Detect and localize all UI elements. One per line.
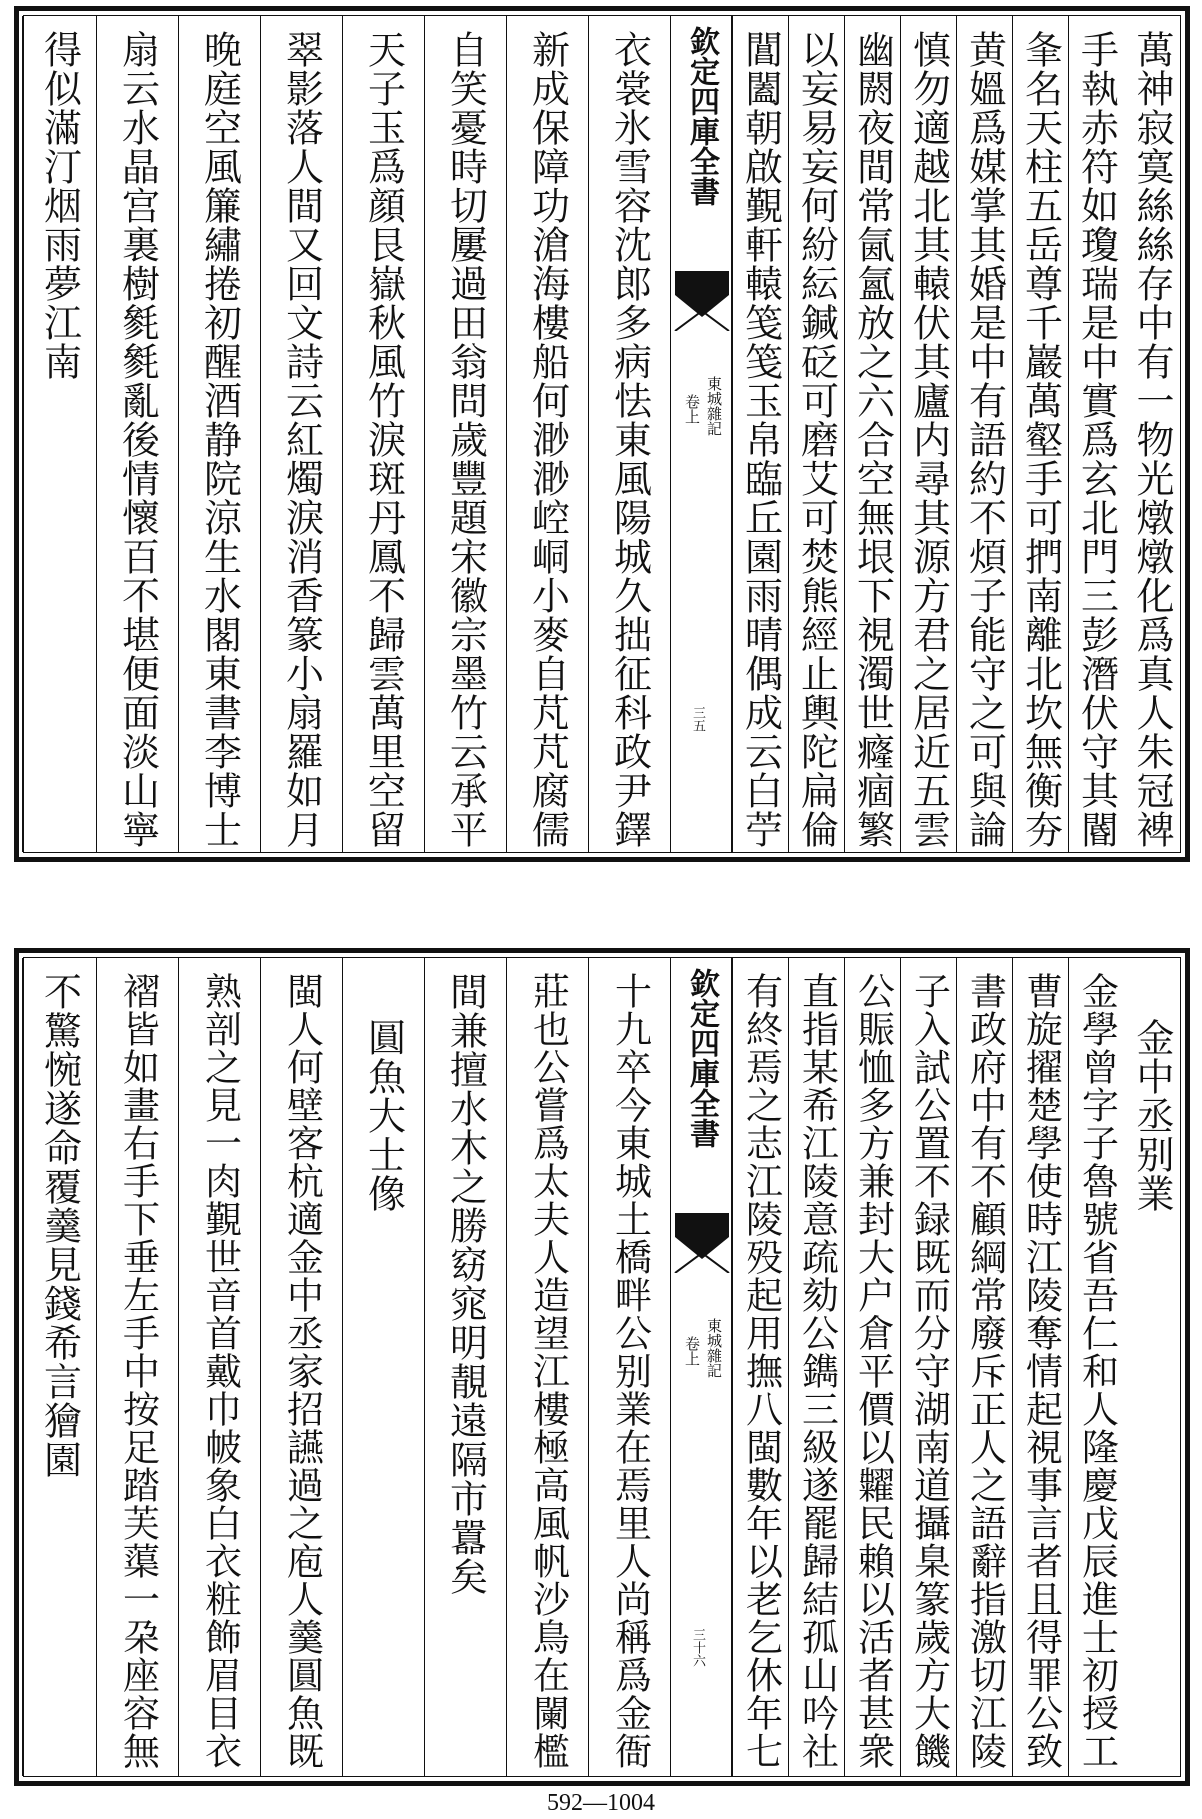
column-text: 以妄易妄何紛紜鍼砭可磨艾可焚熊經止輿陀扁倫: [794, 30, 839, 849]
column-text: 自笑憂時切屢過田翁問歲豐題宋徽宗墨竹云承平: [443, 30, 488, 849]
column-text: 十九卒今東城土橋畔公别業在焉里人尚稱爲金衙: [608, 972, 652, 1770]
column-text: 衣裳氷雪容沈郎多病怯東風陽城久拙征科政尹鐸: [607, 30, 652, 849]
text-column: [424, 16, 506, 852]
text-column: [900, 958, 956, 1776]
bottom-page: [14, 948, 1190, 1786]
column-text: 夆名天柱五岳尊千巖萬壑手可捫南離北坎無衡夯: [1018, 30, 1063, 849]
top-page: [14, 6, 1190, 862]
column-text: 黄媼爲媒掌其婚是中有語約不煩子能守之可與論: [962, 30, 1007, 849]
column-text: 翠影落人間又回文詩云紅燭淚消香篆小扇羅如月: [279, 30, 324, 849]
column-text: 閶闔朝啟覲軒轅笺笺玉帛臨丘園雨晴偶成云白苧: [738, 30, 783, 849]
text-column: [1068, 958, 1124, 1776]
column-text: 金學曾字子魯號省吾仁和人隆慶戊辰進士初授工: [1075, 972, 1119, 1770]
spine-volume: 卷上: [683, 394, 701, 424]
column-text: 莊也公嘗爲太夫人造望江樓極高風帆沙鳥在闌檻: [526, 972, 570, 1770]
fish-tail-mark-icon: [671, 1213, 733, 1273]
text-column: [844, 16, 900, 852]
spine-book-title: 東城雜記: [705, 1318, 723, 1378]
column-text: 手執赤符如瓊瑞是中實爲玄北門三彭潛伏守其閽: [1074, 30, 1119, 849]
text-column: [260, 958, 342, 1776]
text-column: [1068, 16, 1124, 852]
column-text: 不驚惋遂命覆羹見錢希言獪園: [37, 972, 82, 1479]
text-column: [956, 958, 1012, 1776]
text-column: [788, 16, 844, 852]
text-column: [1012, 958, 1068, 1776]
text-column: [178, 16, 260, 852]
text-column: [1124, 958, 1180, 1776]
text-column: [178, 958, 260, 1776]
text-column: [96, 958, 178, 1776]
text-column: [588, 16, 670, 852]
column-text: 曹旋擢楚學使時江陵奪情起視事言者且得罪公致: [1019, 972, 1063, 1770]
text-column: [22, 958, 96, 1776]
spine-volume: 卷上: [683, 1336, 701, 1366]
column-text: 公賑恤多方兼封大户倉平價以糶民賴以活者甚衆: [851, 972, 895, 1770]
text-column: [342, 16, 424, 852]
center-spine: [670, 16, 732, 852]
spine-title: 欽定四庫全書: [684, 968, 719, 1148]
text-column: [956, 16, 1012, 852]
text-column: [732, 958, 788, 1776]
text-column: [424, 958, 506, 1776]
text-column: [844, 958, 900, 1776]
text-column: [22, 16, 96, 852]
column-text: 子入試公置不録既而分守湖南道攝臬篆歲方大饑: [907, 972, 951, 1770]
column-text: 幽閼夜間常氤氳放之六合空無垠下視濁世癃痼繁: [850, 30, 895, 849]
folio-number: 三十六: [690, 1628, 705, 1667]
column-text: 天子玉爲顔艮嶽秋風竹淚斑丹鳳不歸雲萬里空留: [361, 30, 406, 849]
spine-title: 欽定四庫全書: [684, 26, 719, 206]
text-column: [96, 16, 178, 852]
bottom-page-frame: [23, 957, 1181, 1777]
section-heading: 圓魚大士像: [361, 1018, 406, 1213]
column-text: 閩人何壁客杭適金中丞家招讌過之庖人羹圓魚既: [280, 972, 324, 1770]
text-column: [342, 958, 424, 1776]
column-text: 扇云水晶宫裏樹毿毿亂後情懷百不堪便面淡山寧: [115, 30, 160, 849]
column-text: 慎勿適越北其轅伏其廬内尋其源方君之居近五雲: [906, 30, 951, 849]
column-text: 間兼擅水木之勝窈窕明靚遠隔市囂矣: [443, 972, 488, 1596]
center-spine: [670, 958, 732, 1776]
column-text: 晚庭空風簾繡捲初醒酒静院涼生水閣東書李博士: [197, 30, 242, 849]
text-column: [732, 16, 788, 852]
column-text: 有終焉之志江陵殁起用撫八閩數年以老乞休年七: [739, 972, 783, 1770]
column-text: 新成保障功滄海樓船何渺渺崆峒小麥自芃芃腐儒: [525, 30, 570, 849]
fish-tail-mark-icon: [671, 271, 733, 331]
text-column: [900, 16, 956, 852]
page-number: 592—1004: [547, 1790, 655, 1816]
column-text: 褶皆如畫右手下垂左手中按足踏芙蕖一朶座容無: [116, 972, 160, 1770]
top-page-frame: [23, 15, 1181, 853]
text-column: [1124, 16, 1180, 852]
section-heading: 金中丞别業: [1130, 1018, 1174, 1213]
column-text: 直指某希江陵意疏劾公鐫三級遂罷歸結孤山吟社: [795, 972, 839, 1770]
text-column: [788, 958, 844, 1776]
column-text: 熟剖之見一肉覲世音首戴巾帔象白衣粧飾眉目衣: [198, 972, 242, 1770]
text-column: [1012, 16, 1068, 852]
spine-book-title: 東城雜記: [705, 376, 723, 436]
text-column: [506, 958, 588, 1776]
column-text: 書政府中有不顧綱常廢斥正人之語辭指激切江陵: [963, 972, 1007, 1770]
text-column: [506, 16, 588, 852]
text-column: [588, 958, 670, 1776]
folio-number: 三五: [690, 706, 705, 732]
column-text: 萬神寂寞絲絲存中有一物光燉燉化爲真人朱冠裨: [1130, 30, 1174, 849]
text-column: [260, 16, 342, 852]
column-text: 得似滿汀烟雨夢江南: [37, 30, 82, 381]
